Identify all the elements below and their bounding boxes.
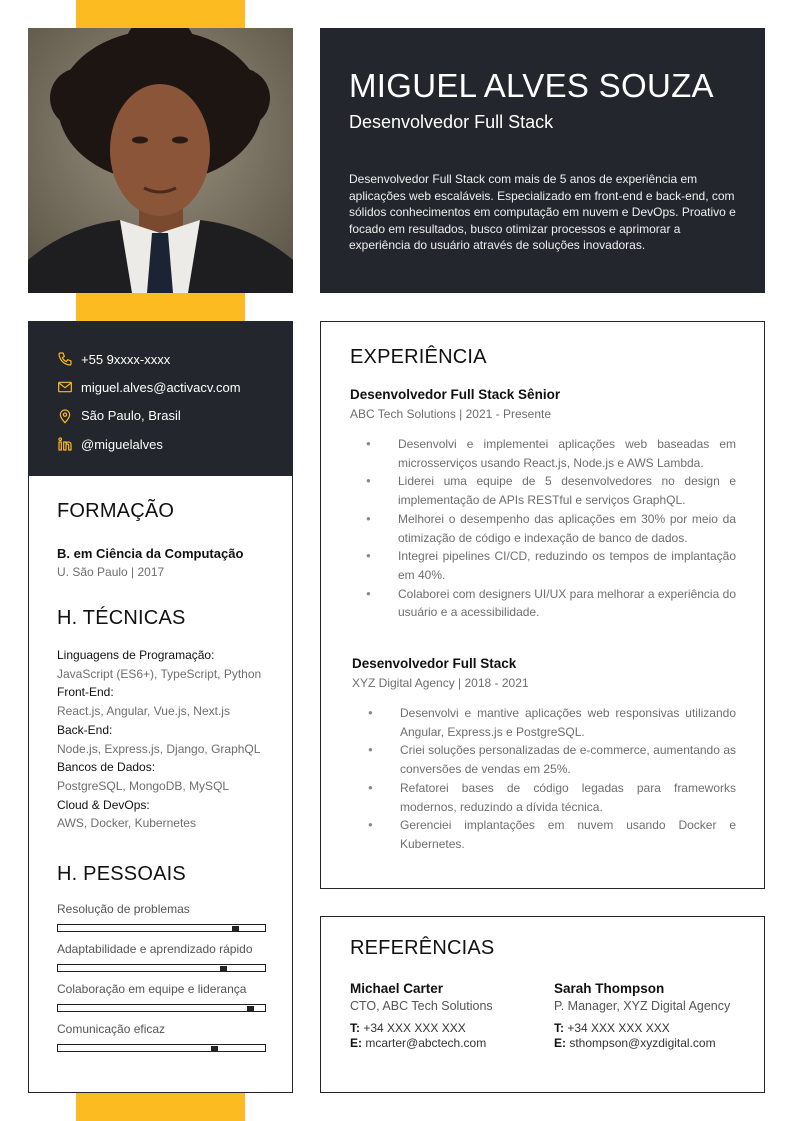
skill-level-marker [220,966,227,971]
reference-email-value[interactable]: sthompson@xyzdigital.com [569,1036,716,1050]
job-entry [350,387,736,622]
reference-phone [350,1021,530,1035]
job-bullets [350,435,736,622]
references-section [320,916,765,1093]
job-bullet: ● Melhorei o desempenho das aplicações em 30% por meio da otimização de código e indexação de banco de dados. [350,510,736,547]
skill-category: Cloud & DevOps: [57,797,150,812]
profile-summary: Desenvolvedor Full Stack com mais de 5 anos de experiência em aplicações web escaláveis. Especializado em front-end e back-end, com sólidos conhecimentos em computação em nuvem e DevOps. Proativo e focado em resultados, busco otimizar processos e aprimorar a experiência do usuário através de soluções inovadoras. [349,172,736,252]
soft-skill-bar [57,964,266,972]
skill-level-marker [211,1046,218,1051]
accent-strip-middle [76,292,245,322]
tech-skills-heading: H. TÉCNICAS [57,607,186,629]
soft-skill-label: Colaboração em equipe e liderança [57,982,247,997]
job-meta: XYZ Digital Agency | 2018 - 2021 [352,676,529,691]
contact-linkedin [57,430,293,458]
candidate-name: MIGUEL ALVES SOUZA [349,67,714,104]
soft-skill-bar [57,924,266,932]
job-bullet: ● Liderei uma equipe de 5 desenvolvedores no design e implementação de APIs RESTful e serviços GraphQL. [350,472,736,509]
phone-label: T: [554,1021,564,1035]
job-bullet: ● Desenvolvi e implementei aplicações web baseadas em microsserviços usando React.js, Node.js e AWS Lambda. [350,435,736,472]
education-heading: FORMAÇÃO [57,500,175,522]
reference-role: CTO, ABC Tech Solutions [350,999,493,1013]
left-column [28,476,293,1093]
soft-skills-heading: H. PESSOAIS [57,863,186,886]
soft-skill-label: Resolução de problemas [57,902,190,917]
job-bullets [352,704,736,854]
job-bullet: ● Colaborei com designers UI/UX para melhorar a experiência do usuário e a acessibilidade. [350,585,736,622]
skill-category: Back-End: [57,722,113,737]
job-bullet: ● Refatorei bases de código legadas para frameworks modernos, reduzindo a dívida técnica. [352,779,736,816]
reference-card [350,981,530,1050]
skill-values: Node.js, Express.js, Django, GraphQL [57,741,261,756]
reference-card [554,981,734,1050]
job-bullet: ● Criei soluções personalizadas de e-commerce, aumentando as conversões de vendas em 25%. [352,741,736,778]
skill-level-marker [247,1006,254,1011]
phone-text[interactable]: +55 9xxxx-xxxx [81,351,171,367]
candidate-role: Desenvolvedor Full Stack [349,112,554,132]
reference-email-value[interactable]: mcarter@abctech.com [365,1036,487,1050]
job-bullet: ● Gerenciei implantações em nuvem usando Docker e Kubernetes. [352,816,736,853]
contact-email [57,373,293,401]
mail-icon [57,379,73,395]
skill-category: Linguagens de Programação: [57,648,215,662]
job-bullet: ● Integrei pipelines CI/CD, reduzindo os tempos de implantação em 40%. [350,547,736,584]
skill-values: React.js, Angular, Vue.js, Next.js [57,704,230,719]
skill-category: Front-End: [57,685,114,700]
reference-phone-value[interactable]: +34 XXX XXX XXX [363,1021,466,1035]
email-label: E: [554,1036,566,1050]
header-panel [320,28,765,293]
soft-skills-list [57,902,264,1052]
job-entry [352,656,736,854]
skill-category: Bancos de Dados: [57,760,156,775]
accent-strip-bottom [76,1092,245,1121]
contact-panel [28,321,293,476]
skill-values: PostgreSQL, MongoDB, MySQL [57,778,230,793]
reference-phone-value[interactable]: +34 XXX XXX XXX [567,1021,670,1035]
location-text: São Paulo, Brasil [81,408,181,424]
linkedin-icon [57,436,73,452]
tech-skills-list [57,646,264,833]
experience-heading: EXPERIÊNCIA [350,346,487,368]
job-meta: ABC Tech Solutions | 2021 - Presente [350,407,552,421]
email-label: E: [350,1036,362,1050]
soft-skill-label: Adaptabilidade e aprendizado rápido [57,942,253,957]
references-heading: REFERÊNCIAS [350,937,495,959]
reference-role: P. Manager, XYZ Digital Agency [554,999,731,1013]
education-meta: U. São Paulo | 2017 [57,565,165,579]
experience-section [320,321,765,889]
contact-location [57,402,293,430]
job-title: Desenvolvedor Full Stack [352,656,517,672]
soft-skill-label: Comunicação eficaz [57,1022,166,1037]
linkedin-text[interactable]: @miguelalves [81,436,163,452]
phone-label: T: [350,1021,360,1035]
job-bullet: ● Desenvolvi e mantive aplicações web responsivas utilizando Angular, Express.js e PostgreSQL. [352,704,736,741]
email-text[interactable]: miguel.alves@activacv.com [81,379,241,395]
soft-skill-bar [57,1004,266,1012]
skill-level-marker [232,926,239,931]
reference-email [554,1036,734,1050]
contact-phone [57,345,293,373]
profile-photo [28,28,293,293]
education-degree: B. em Ciência da Computação [57,546,244,561]
job-title: Desenvolvedor Full Stack Sênior [350,387,561,402]
skill-values: JavaScript (ES6+), TypeScript, Python [57,666,262,681]
reference-name: Sarah Thompson [554,981,665,996]
reference-email [350,1036,530,1050]
accent-strip-top [76,0,245,30]
phone-icon [57,351,73,367]
reference-name: Michael Carter [350,981,444,996]
reference-phone [554,1021,734,1035]
soft-skill-bar [57,1044,266,1052]
skill-values: AWS, Docker, Kubernetes [57,816,196,831]
portrait-illustration [28,28,293,293]
location-pin-icon [57,408,73,424]
